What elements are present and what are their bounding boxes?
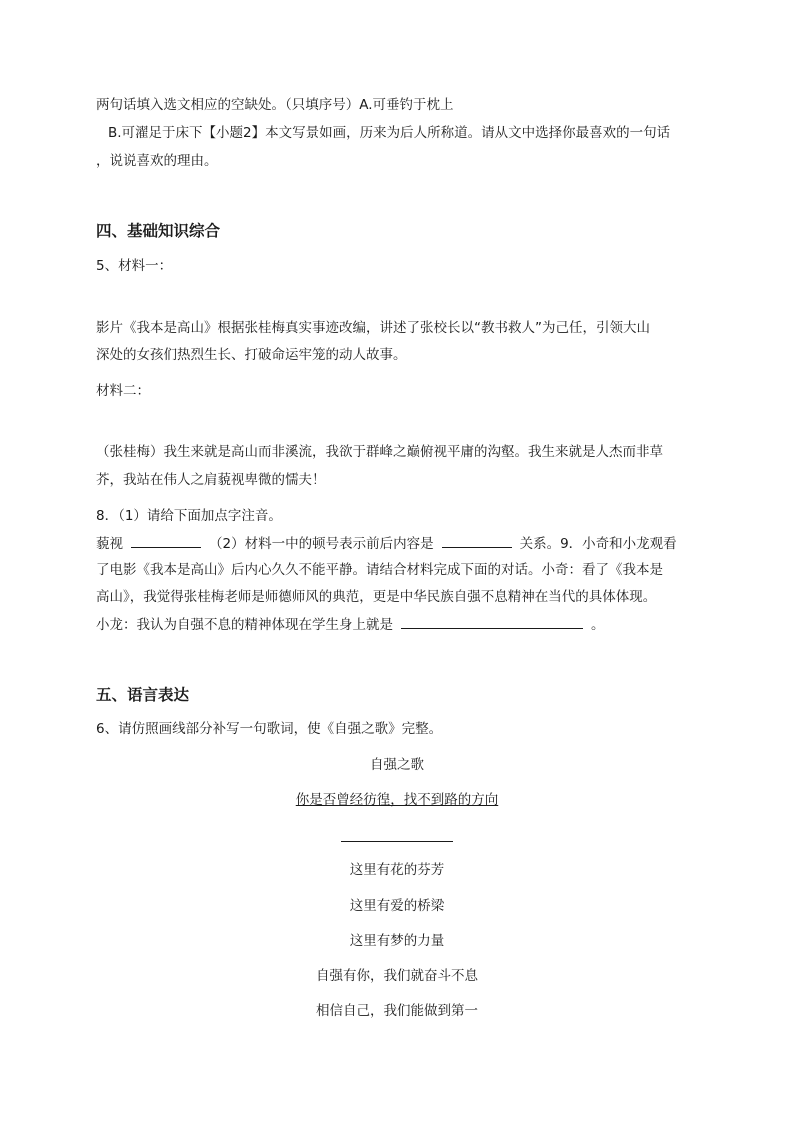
poem-underlined-line <box>0 790 794 810</box>
fragment-line-3: ，说说喜欢的理由。 <box>96 153 218 169</box>
answer-blank-dialogue[interactable] <box>401 614 583 629</box>
material-2-label: 材料二： <box>96 383 150 399</box>
answer-blank-relation[interactable] <box>442 533 512 548</box>
poem-title: 自强之歌 <box>370 757 424 773</box>
material-1-line-1: 影片《我本是高山》根据张桂梅真实事迹改编，讲述了张校长以“教书救人”为己任，引领大山 <box>96 320 650 336</box>
material-2-line-2: 芥，我站在伟人之肩藐视卑微的懦夫！ <box>96 472 326 488</box>
pronunciation-word: 藐视 <box>96 536 123 552</box>
question-6-prompt: 6、请仿照画线部分补写一句歌词，使《自强之歌》完整。 <box>96 721 443 737</box>
xiaolong-prompt: 小龙：我认为自强不息的精神体现在学生身上就是 <box>96 617 393 633</box>
fragment-line-1: 两句话填入选文相应的空缺处。（只填序号）A.可垂钓于枕上 <box>96 97 454 113</box>
question-5-intro: 5、材料一： <box>96 258 173 274</box>
question-line-a <box>96 533 706 554</box>
poem-line-5: 相信自己，我们能做到第一 <box>316 1003 478 1019</box>
question-9-start: 关系。9．小奇和小龙观看 <box>519 536 677 552</box>
answer-blank-pinyin[interactable] <box>131 533 201 548</box>
material-2-line-1: （张桂梅）我生来就是高山而非溪流，我欲于群峰之巅俯视平庸的沟壑。我生来就是人杰而非草 <box>96 444 663 460</box>
section-4-heading: 四、基础知识综合 <box>96 222 221 240</box>
question-8-part2: （2）材料一中的顿号表示前后内容是 <box>209 536 434 552</box>
poem-line-2: 这里有爱的桥梁 <box>349 898 445 914</box>
poem-line-1: 这里有花的芬芳 <box>349 862 445 878</box>
question-line-d <box>96 614 706 635</box>
period: 。 <box>591 617 605 633</box>
poem-line-3: 这里有梦的力量 <box>349 933 445 949</box>
poem-answer-blank[interactable] <box>341 841 453 842</box>
fragment-line-2: B.可濯足于床下【小题2】本文写景如画，历来为后人所称道。请从文中选择你最喜欢的一句话 <box>108 125 671 141</box>
poem-underlined-text: 你是否曾经彷徨，找不到路的方向 <box>295 792 499 808</box>
question-line-b: 了电影《我本是高山》后内心久久不能平静。请结合材料完成下面的对话。小奇：看了《我本是 <box>96 562 663 578</box>
question-line-c: 高山》，我觉得张桂梅老师是师德师风的典范，更是中华民族自强不息精神在当代的具体体现。 <box>96 589 657 605</box>
material-1-line-2: 深处的女孩们热烈生长、打破命运牢笼的动人故事。 <box>96 347 407 363</box>
question-8-prompt: 8．（1）请给下面加点字注音。 <box>96 508 282 524</box>
section-5-heading: 五、语言表达 <box>96 686 190 704</box>
poem-line-4: 自强有你，我们就奋斗不息 <box>316 968 478 984</box>
